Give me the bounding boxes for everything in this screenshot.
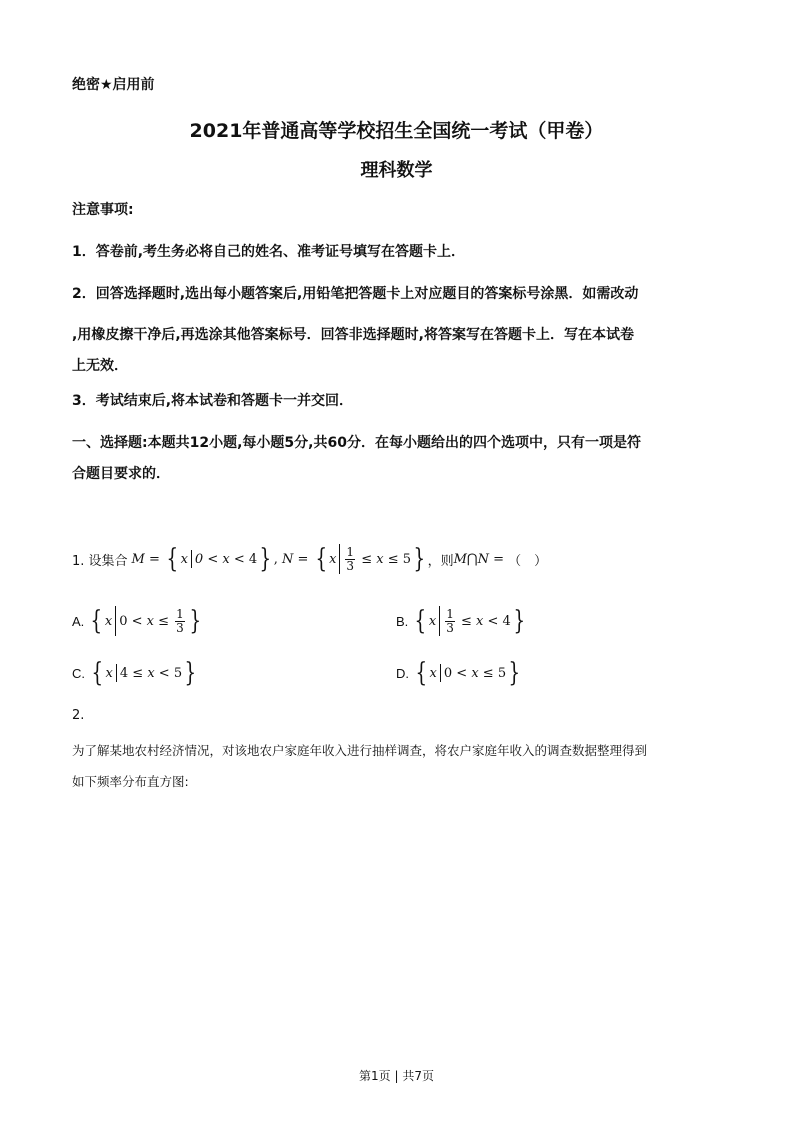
section-heading-line-2: 合题目要求的． xyxy=(72,466,170,482)
question-1-prefix: 1. 设集合 xyxy=(72,553,128,569)
note-line-4: 上无效． xyxy=(72,358,128,374)
note-line-5: 3．考试结束后,将本试卷和答题卡一并交回． xyxy=(72,393,354,409)
secret-label: 绝密★启用前 xyxy=(72,77,155,93)
option-c-label: C. xyxy=(72,665,85,681)
page-footer: 第1页 | 共7页 xyxy=(359,1069,434,1083)
question-2-number: 2. xyxy=(72,708,85,723)
option-d-label: D. xyxy=(396,665,409,681)
question-1 xyxy=(72,541,547,577)
question-1-suffix: ，则 xyxy=(427,553,454,569)
note-line-2: 2．回答选择题时,选出每小题答案后,用铅笔把答题卡上对应题目的答案标号涂黑．如需改动 xyxy=(72,286,639,302)
set-m-formula: M = { x 0 < x < 4 } , N = { x $\frac{1}{3}$ ≤ x ≤ 5 } xyxy=(131,544,426,574)
section-heading-line-1: 一、选择题:本题共12小题,每小题5分,共60分．在每小题给出的四个选项中，只有一项是符 xyxy=(72,435,641,451)
intersection-formula: M⋂N = xyxy=(453,551,509,567)
option-a-formula: { x 0 < x ≤ $\frac{1}{3}$ } xyxy=(90,606,201,636)
notes-heading: 注意事项: xyxy=(72,202,134,218)
note-line-1: 1．答卷前,考生务必将自己的姓名、准考证号填写在答题卡上． xyxy=(72,244,466,260)
question-2-text-line-1: 为了解某地农村经济情况，对该地农户家庭年收入进行抽样调查，将农户家庭年收入的调查数据整理得到 xyxy=(72,743,648,758)
option-a-label: A. xyxy=(72,613,85,629)
option-b-formula: { x $\frac{1}{3}$ ≤ x < 4 } xyxy=(414,606,525,636)
question-2-text-line-2: 如下频率分布直方图: xyxy=(72,774,189,789)
option-b-label: B. xyxy=(396,613,409,629)
exam-title: 2021年普通高等学校招生全国统一考试（甲卷） xyxy=(189,120,604,142)
option-b[interactable] xyxy=(396,603,527,639)
question-1-blank: （ ） xyxy=(508,553,548,569)
note-line-3: ,用橡皮擦干净后,再选涂其他答案标号．回答非选择题时,将答案写在答题卡上．写在本试卷 xyxy=(72,327,634,343)
option-d[interactable] xyxy=(396,655,523,691)
option-c-formula: { x 4 ≤ x < 5 } xyxy=(91,658,197,688)
option-c[interactable] xyxy=(72,655,199,691)
option-a[interactable] xyxy=(72,603,203,639)
exam-subject: 理科数学 xyxy=(360,160,433,181)
option-d-formula: { x 0 < x ≤ 5 } xyxy=(415,658,521,688)
